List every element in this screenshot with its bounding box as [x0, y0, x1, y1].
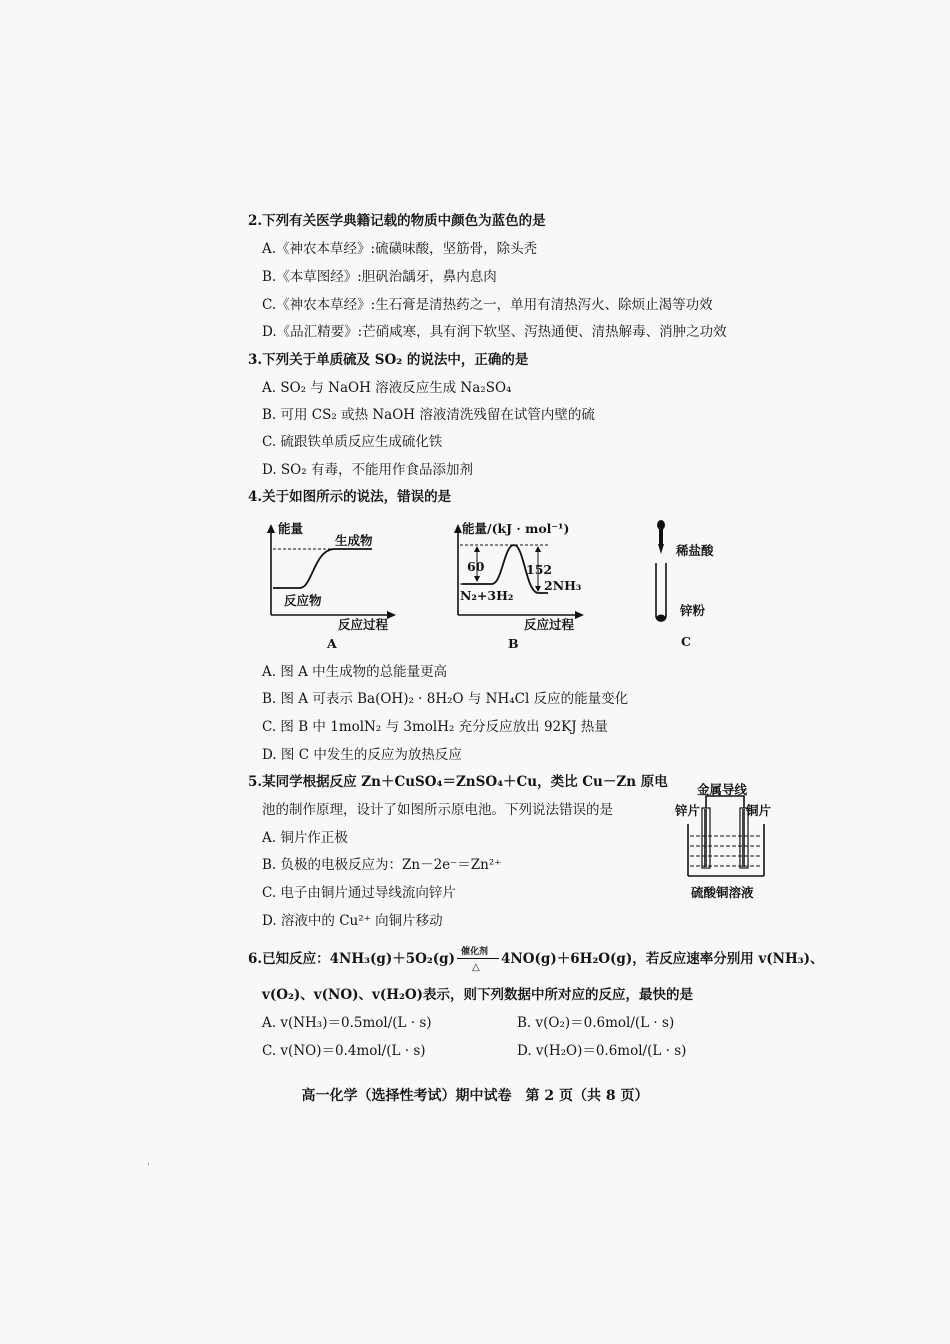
q6-option-c: C. v(NO)＝0.4mol/(L · s) [262, 1043, 426, 1059]
corner-mark: ' [147, 1162, 150, 1173]
fig-a-product: 生成物 [335, 533, 373, 548]
q3-option-c: C. 硫跟铁单质反应生成硫化铁 [262, 434, 443, 450]
q5-wire-label: 金属导线 [697, 782, 748, 797]
page-footer: 高一化学（选择性考试）期中试卷 第 2 页（共 8 页） [301, 1088, 649, 1104]
q6-option-a: A. v(NH₃)＝0.5mol/(L · s) [262, 1015, 432, 1031]
q5-solution-label: 硫酸铜溶液 [691, 885, 754, 900]
q6-reaction-arrow [455, 947, 501, 973]
q3-stem: 3.下列关于单质硫及 SO₂ 的说法中，正确的是 [248, 352, 529, 368]
q4-option-c: C. 图 B 中 1molN₂ 与 3molH₂ 充分反应放出 92KJ 热量 [262, 719, 608, 735]
fig-b-value-60: 60 [467, 559, 485, 574]
q5-option-b: B. 负极的电极反应为：Zn－2e⁻＝Zn²⁺ [262, 857, 502, 873]
q3-option-b: B. 可用 CS₂ 或热 NaOH 溶液清洗残留在试管内壁的硫 [262, 407, 595, 423]
q2-stem: 2.下列有关医学典籍记载的物质中颜色为蓝色的是 [248, 213, 546, 229]
fig-a-xlabel: 反应过程 [338, 617, 389, 632]
q6-stem-line2: v(O₂)、v(NO)、v(H₂O)表示，则下列数据中所对应的反应，最快的是 [262, 987, 694, 1003]
q4-option-d: D. 图 C 中发生的反应为放热反应 [262, 747, 462, 763]
q2-option-d: D.《品汇精要》:芒硝咸寒，具有润下软坚、泻热通便、清热解毒、消肿之功效 [262, 324, 727, 340]
fig-b-reactant: N₂+3H₂ [460, 588, 514, 603]
q6-option-d: D. v(H₂O)＝0.6mol/(L · s) [517, 1043, 687, 1059]
q2-option-b: B.《本草图经》:胆矾治龋牙，鼻内息肉 [262, 269, 497, 285]
q3-option-a: A. SO₂ 与 NaOH 溶液反应生成 Na₂SO₄ [262, 380, 512, 396]
q2-option-c: C.《神农本草经》:生石膏是清热药之一，单用有清热泻火、除烦止渴等功效 [262, 297, 713, 313]
q6-option-b: B. v(O₂)＝0.6mol/(L · s) [517, 1015, 675, 1031]
fig-b-xlabel: 反应过程 [524, 617, 575, 632]
fig-a-caption: A [327, 636, 337, 651]
q4-option-a: A. 图 A 中生成物的总能量更高 [262, 664, 448, 680]
q6-heat: △ [472, 962, 480, 973]
fig-c-zinc: 锌粉 [680, 603, 706, 618]
fig-a-reactant: 反应物 [284, 593, 322, 608]
q5-copper-label: 铜片 [746, 803, 772, 818]
fig-c-caption: C [681, 634, 691, 649]
figure-c-test-tube [645, 518, 685, 630]
q5-zinc-label: 锌片 [675, 803, 701, 818]
q4-option-b: B. 图 A 可表示 Ba(OH)₂ · 8H₂O 与 NH₄Cl 反应的能量变化 [262, 691, 629, 707]
fig-b-caption: B [508, 636, 519, 651]
q4-stem: 4.关于如图所示的说法，错误的是 [248, 489, 452, 505]
q5-stem-line1: 5.某同学根据反应 Zn＋CuSO₄＝ZnSO₄＋Cu，类比 Cu－Zn 原电 [248, 774, 668, 790]
fig-a-ylabel: 能量 [278, 521, 304, 536]
fig-b-value-152: 152 [526, 562, 553, 577]
fig-b-ylabel: 能量/(kJ · mol⁻¹) [462, 521, 570, 536]
fig-b-product: 2NH₃ [544, 578, 582, 593]
q5-option-a: A. 铜片作正极 [262, 830, 348, 846]
q6-stem-line1 [248, 947, 824, 973]
q6-stem-post: 4NO(g)＋6H₂O(g)，若反应速率分别用 v(NH₃)、 [501, 951, 824, 967]
fig-c-acid: 稀盐酸 [676, 543, 714, 558]
q5-option-d: D. 溶液中的 Cu²⁺ 向铜片移动 [262, 913, 443, 929]
q5-stem-line2: 池的制作原理，设计了如图所示原电池。下列说法错误的是 [262, 802, 613, 818]
q3-option-d: D. SO₂ 有毒，不能用作食品添加剂 [262, 462, 473, 478]
q6-catalyst: 催化剂 [461, 947, 489, 957]
q2-option-a: A.《神农本草经》:硫磺味酸，坚筋骨，除头秃 [262, 241, 538, 257]
q6-stem-pre: 6.已知反应：4NH₃(g)＋5O₂(g) [248, 951, 455, 967]
q5-option-c: C. 电子由铜片通过导线流向锌片 [262, 885, 456, 901]
